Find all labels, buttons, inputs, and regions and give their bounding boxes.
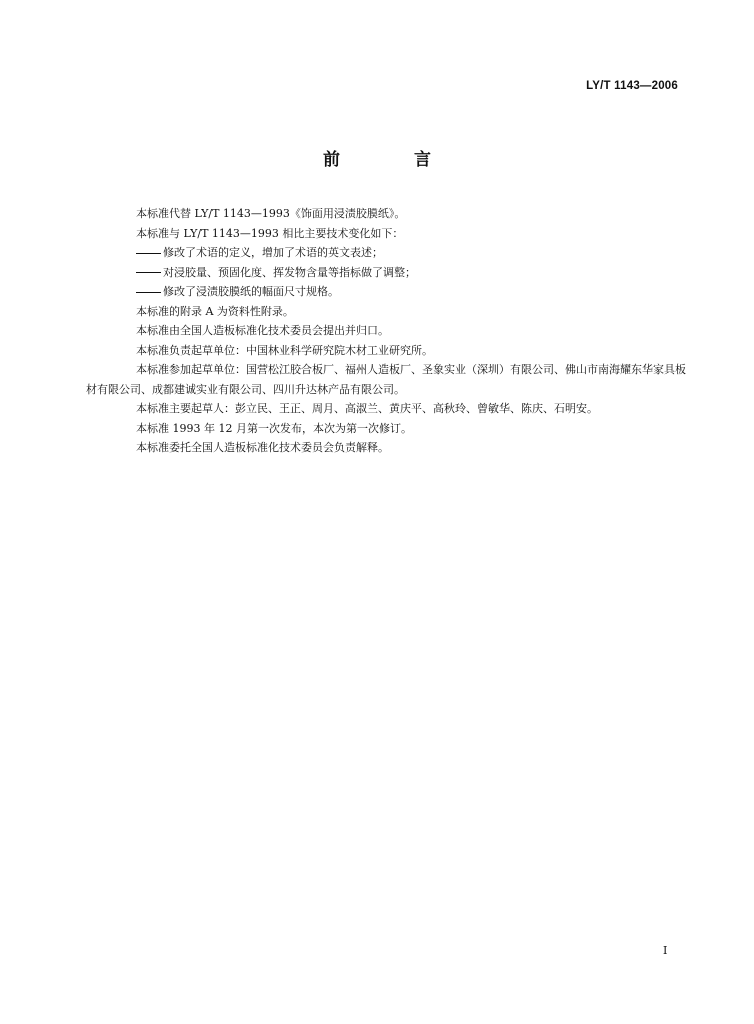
dash-mark — [136, 272, 161, 273]
paragraph-changes-intro: 本标准与 LY/T 1143—1993 相比主要技术变化如下： — [136, 226, 404, 240]
paragraph-proposer: 本标准由全国人造板标准化技术委员会提出并归口。 — [136, 324, 389, 337]
paragraph-interpretation: 本标准委托全国人造板标准化技术委员会负责解释。 — [136, 441, 389, 454]
dash-mark — [136, 253, 161, 254]
paragraph-lead-drafter: 本标准负责起草单位：中国林业科学研究院木材工业研究所。 — [136, 343, 433, 357]
paragraph-history: 本标准 1993 年 12 月第一次发布，本次为第一次修订。 — [136, 421, 412, 435]
list-item-text: 对浸胶量、预固化度、挥发物含量等指标做了调整； — [163, 265, 416, 279]
page-number: I — [663, 944, 668, 957]
paragraph-replaces: 本标准代替 LY/T 1143—1993《饰面用浸渍胶膜纸》。 — [136, 207, 406, 220]
page-title: 前 言 — [323, 150, 465, 170]
dash-mark — [136, 292, 161, 293]
list-item-change-3 — [113, 282, 683, 302]
paragraph-main-drafters: 本标准主要起草人：彭立民、王正、周月、高淑兰、黄庆平、高秋玲、曾敏华、陈庆、石明安。 — [136, 402, 598, 415]
list-item-change-1 — [113, 243, 683, 263]
paragraph-appendix: 本标准的附录 A 为资料性附录。 — [136, 304, 294, 318]
foreword-body — [86, 204, 686, 458]
list-item-change-2 — [113, 263, 683, 283]
paragraph-participating-drafters: 本标准参加起草单位：国营松江胶合板厂、福州人造板厂、圣象实业（深圳）有限公司、佛山市南海耀东华家具板材有限公司、成都建诚实业有限公司、四川升达林产品有限公司。 — [86, 363, 686, 396]
standard-code: LY/T 1143—2006 — [586, 80, 678, 92]
list-item-text: 修改了术语的定义，增加了术语的英文表述； — [163, 246, 383, 259]
list-item-text: 修改了浸渍胶膜纸的幅面尺寸规格。 — [163, 285, 339, 298]
